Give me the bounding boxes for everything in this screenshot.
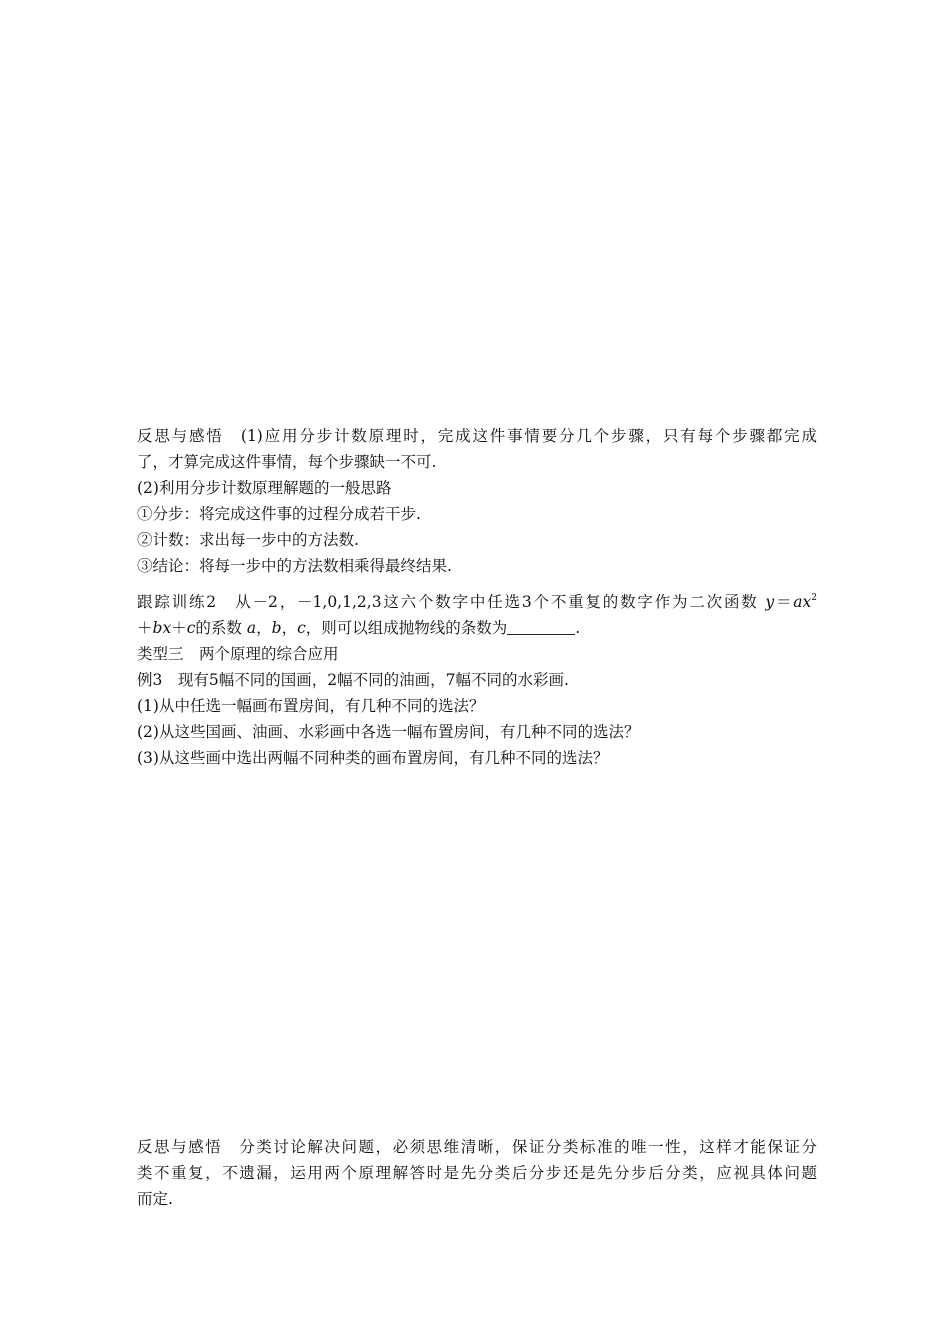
var-c: c <box>186 619 196 637</box>
var-b: b <box>152 619 163 637</box>
coef-c: c <box>297 619 306 637</box>
reflection-1-line-2: 了，才算完成这件事情，每个步骤缺一不可. <box>137 453 437 471</box>
coef-a: a <box>246 619 257 637</box>
plus-sign-2: ＋ <box>171 619 187 637</box>
question-tail: ，则可以组成抛物线的条数为 <box>305 619 508 637</box>
type-3-heading: 类型三 两个原理的综合应用 <box>137 645 339 663</box>
plus-sign: ＋ <box>137 619 153 637</box>
reflection-section-1 <box>137 423 817 579</box>
reflection-1-line-1: 反思与感悟 (1)应用分步计数原理时，完成这件事情要分几个步骤，只有每个步骤都完成 <box>137 427 817 445</box>
equals-sign: ＝ <box>774 593 794 611</box>
step-2-count: ②计数：求出每一步中的方法数. <box>137 531 359 549</box>
reflection-section-2 <box>137 1134 817 1212</box>
answer-blank <box>507 619 575 635</box>
var-a: a <box>793 593 803 611</box>
example-3-question-2: (2)从这些国画、油画、水彩画中各选一幅布置房间，有几种不同的选法？ <box>137 723 640 741</box>
exponent: 2 <box>811 593 817 603</box>
reflection-2-line-1: 反思与感悟 分类讨论解决问题，必须思维清晰，保证分类标准的唯一性，这样才能保证分 <box>137 1138 817 1156</box>
reflection-2-line-2: 类不重复，不遗漏，运用两个原理解答时是先分类后分步还是先分步后分类，应视具体问题 <box>137 1164 817 1182</box>
var-y: y <box>765 593 775 611</box>
example-3-question-1: (1)从中任选一幅画布置房间，有几种不同的选法？ <box>137 697 485 715</box>
var-x-2: x <box>162 619 172 637</box>
exercise-2-text: 跟踪训练2 从－2，－1,0,1,2,3这六个数字中任选3个不重复的数字作为二次函数 <box>137 593 759 611</box>
step-1-divide: ①分步：将完成这件事的过程分成若干步. <box>137 505 421 523</box>
coefficient-text: 的系数 <box>195 619 242 637</box>
var-x: x <box>802 593 812 611</box>
example-3-stem: 例3 现有5幅不同的国画，2幅不同的油画，7幅不同的水彩画. <box>137 671 569 689</box>
follow-up-exercise-2 <box>137 589 817 641</box>
reflection-2-line-3: 而定. <box>137 1190 173 1208</box>
comma-2: ， <box>281 619 298 637</box>
exercise-2-line-1 <box>137 589 817 615</box>
period: . <box>575 619 581 637</box>
coef-b: b <box>271 619 282 637</box>
example-3-question-3: (3)从这些画中选出两幅不同种类的画布置房间，有几种不同的选法？ <box>137 749 609 767</box>
comma-1: ， <box>256 619 272 637</box>
step-3-conclude: ③结论：将每一步中的方法数相乘得最终结果. <box>137 557 452 575</box>
type-3-section <box>137 641 817 771</box>
general-approach-heading: (2)利用分步计数原理解题的一般思路 <box>137 479 392 497</box>
exercise-2-line-2 <box>137 615 817 641</box>
